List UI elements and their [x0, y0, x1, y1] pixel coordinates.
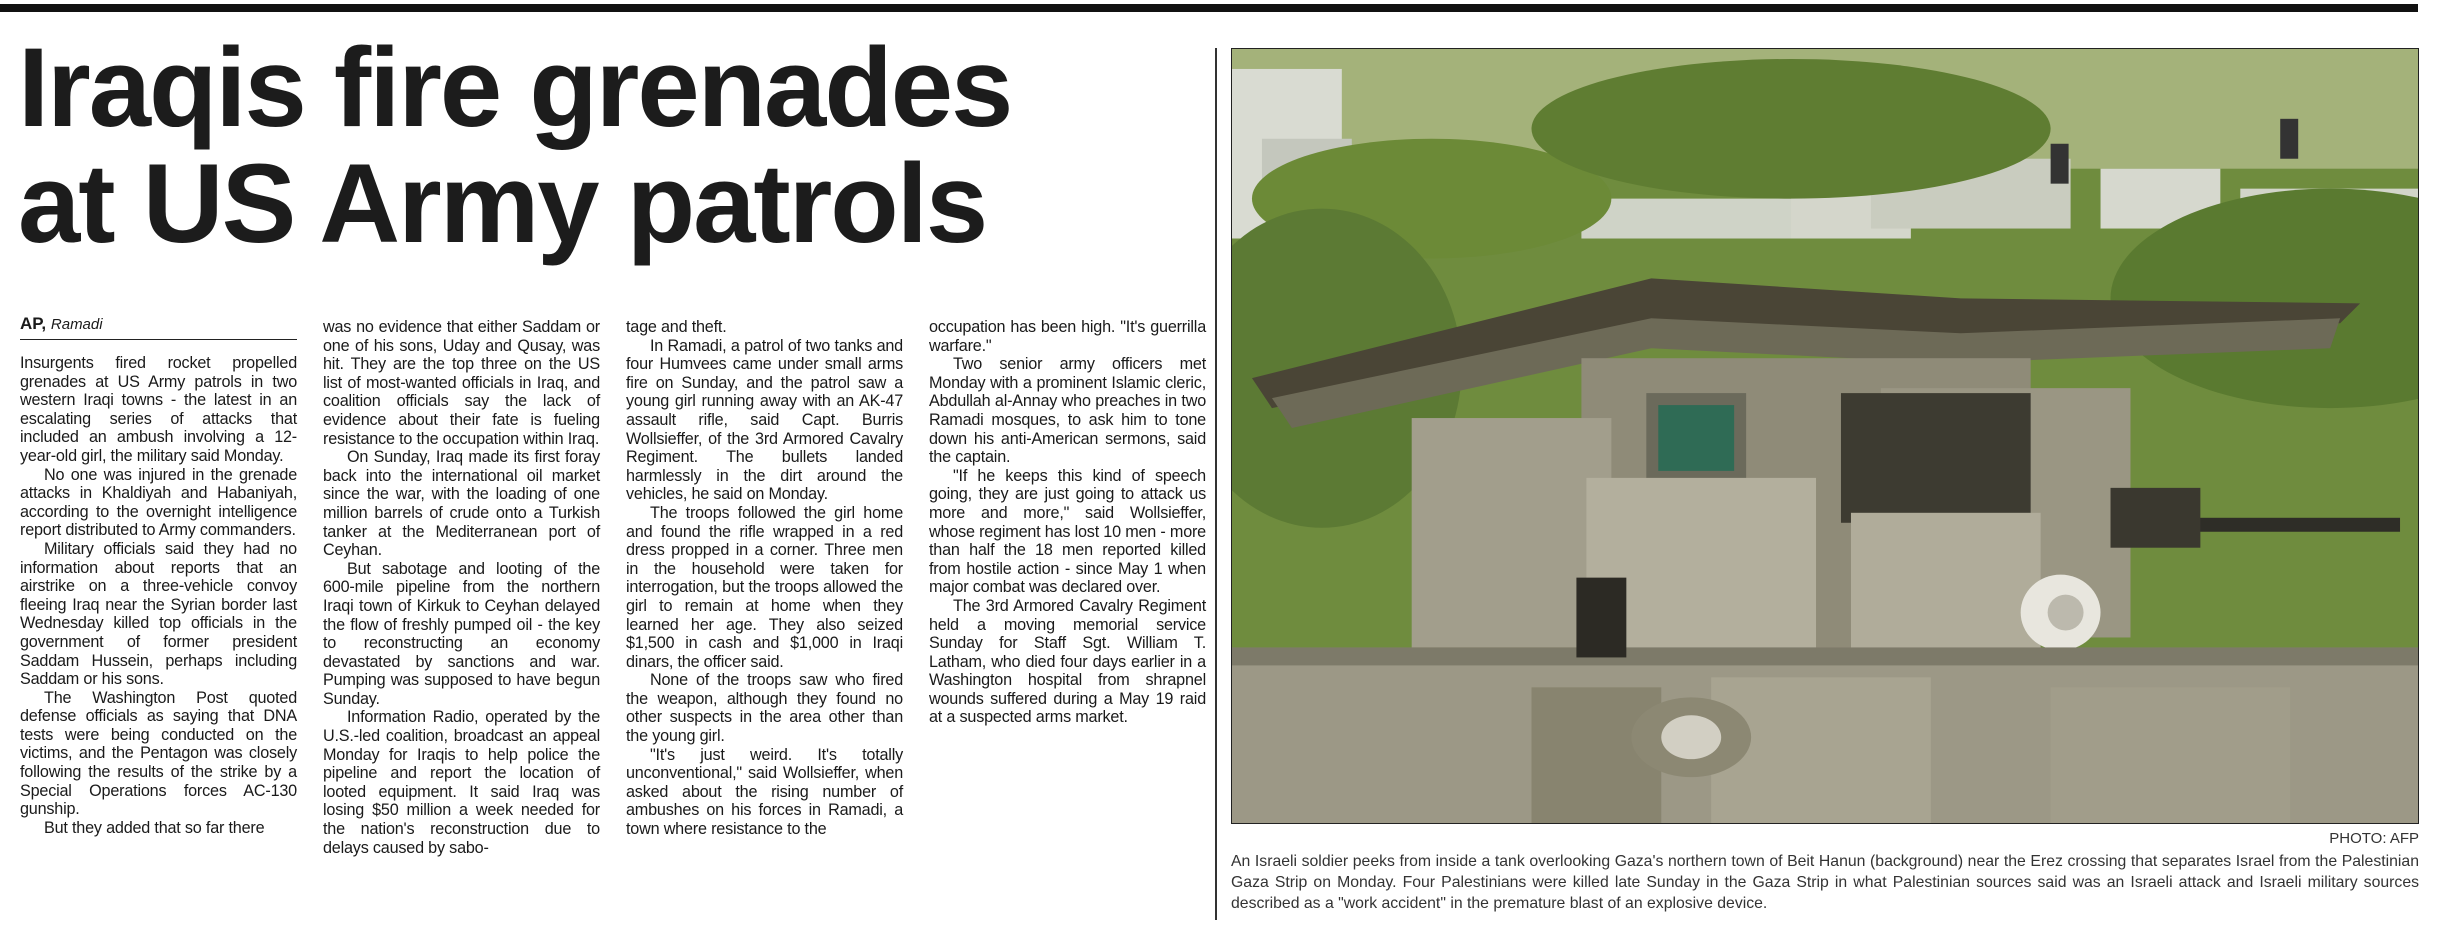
byline-place: Ramadi: [50, 316, 103, 333]
news-photo: [1231, 48, 2419, 824]
top-rule: [0, 4, 2418, 12]
paragraph: But they added that so far there: [44, 818, 265, 837]
paragraph: "If he keeps this kind of speech going, they are just going to attack us more and more," said Wollsieffer, whose regiment has lost 10 men - more than half the 18 men reported killed from hostile action - since May 1 when major combat was declared over.: [929, 466, 1206, 597]
paragraph: The 3rd Armored Cavalry Regiment held a moving memorial service Sunday for Staff Sgt. William T. Latham, who died four days earlier in a Washington hospital from shrapnel wounds suffered during a May 19 raid at a suspected arms market.: [929, 596, 1206, 727]
paragraph: was no evidence that either Saddam or one of his sons, Uday and Qusay, was hit. They are the top three on the US list of most-wanted officials in Iraq, and coalition officials say the lack of evidence about their fate is fueling resistance to the occupation within Iraq.: [323, 318, 600, 448]
paragraph: Insurgents fired rocket propelled grenades at US Army patrols in two western Iraqi towns - the latest in an escalating series of attacks that included an ambush involving a 12-year-old girl, the military said Monday.: [20, 354, 297, 465]
headline-line-2: at US Army patrols: [18, 141, 987, 267]
byline-agency: AP,: [20, 314, 47, 333]
article-column-4: [929, 318, 1206, 727]
photo-credit: PHOTO: AFP: [2329, 830, 2419, 847]
paragraph: occupation has been high. "It's guerrilla warfare.": [929, 318, 1206, 355]
byline: [20, 313, 297, 340]
tank-photo-illustration: [1232, 49, 2418, 823]
paragraph: The Washington Post quoted defense officials as saying that DNA tests were being conducted on the victims, and the Pentagon was closely following the results of the strike by a Special Operations forces AC-130 gunship.: [20, 688, 297, 819]
paragraph: Military officials said they had no information about reports that an airstrike on a three-vehicle convoy fleeing Iraq near the Syrian border last Wednesday killed top officials in the government of former president Saddam Hussein, perhaps including Saddam or his sons.: [20, 539, 297, 689]
column-divider: [1215, 48, 1217, 920]
paragraph: On Sunday, Iraq made its first foray back into the international oil market since the war, with the loading of one million barrels of crude onto a Turkish tanker at the Mediterranean port of Ceyhan.: [323, 448, 600, 560]
paragraph: "It's just weird. It's totally unconventional," said Wollsieffer, when asked about the rising number of ambushes on his forces in Ramadi, a town where resistance to the: [626, 745, 903, 839]
article-column-1: [20, 354, 297, 837]
paragraph: None of the troops saw who fired the weapon, although they found no other suspects in the area other than the young girl.: [626, 671, 903, 746]
photo-caption: An Israeli soldier peeks from inside a tank overlooking Gaza's northern town of Beit Hanun (background) near the Erez crossing that separates Israel from the Palestinian Gaza Strip on Monday. Four Palestinians were killed late Sunday in the Gaza Strip in what Palestinian sources said was an Israeli attack and Israeli military sources described as a "work accident" in the premature blast of an explosive device.: [1231, 853, 2419, 912]
paragraph: The troops followed the girl home and found the rifle wrapped in a red dress propped in a corner. Three men in the household were taken for interrogation, but the troops allowed the girl to remain at home when they learned her age. They also seized $1,500 in cash and $1,000 in Iraqi dinars, the officer said.: [626, 503, 903, 671]
paragraph: Information Radio, operated by the U.S.-led coalition, broadcast an appeal Monday for Iraqis to help police the pipeline and report the location of looted equipment. It said Iraq was losing $50 million a week needed for the nation's reconstruction due to delays caused by sabo-: [323, 708, 600, 857]
paragraph: No one was injured in the grenade attacks in Khaldiyah and Habaniyah, according to the overnight intelligence report distributed to Army commanders.: [20, 465, 297, 540]
paragraph: tage and theft.: [626, 318, 727, 336]
paragraph: But sabotage and looting of the 600-mile pipeline from the northern Iraqi town of Kirkuk to Ceyhan delayed the flow of freshly pumped oil - the key to reconstructing an economy devastated by sanctions and war. Pumping was supposed to have begun Sunday.: [323, 559, 600, 708]
paragraph: In Ramadi, a patrol of two tanks and four Humvees came under small arms fire on Sunday, and the patrol saw a young girl running away with an AK-47 assault rifle, said Capt. Burris Wollsieffer, of the 3rd Armored Cavalry Regiment. The bullets landed harmlessly in the dirt around the vehicles, he said on Monday.: [626, 336, 903, 504]
article-column-2: [323, 318, 600, 857]
paragraph: Two senior army officers met Monday with a prominent Islamic cleric, Abdullah al-Annay who preaches in two Ramadi mosques, to ask him to tone down his anti-American sermons, said the captain.: [929, 355, 1206, 467]
headline: [18, 25, 1198, 267]
headline-line-1: Iraqis fire grenades: [18, 25, 1012, 150]
article-column-3: [626, 318, 903, 839]
